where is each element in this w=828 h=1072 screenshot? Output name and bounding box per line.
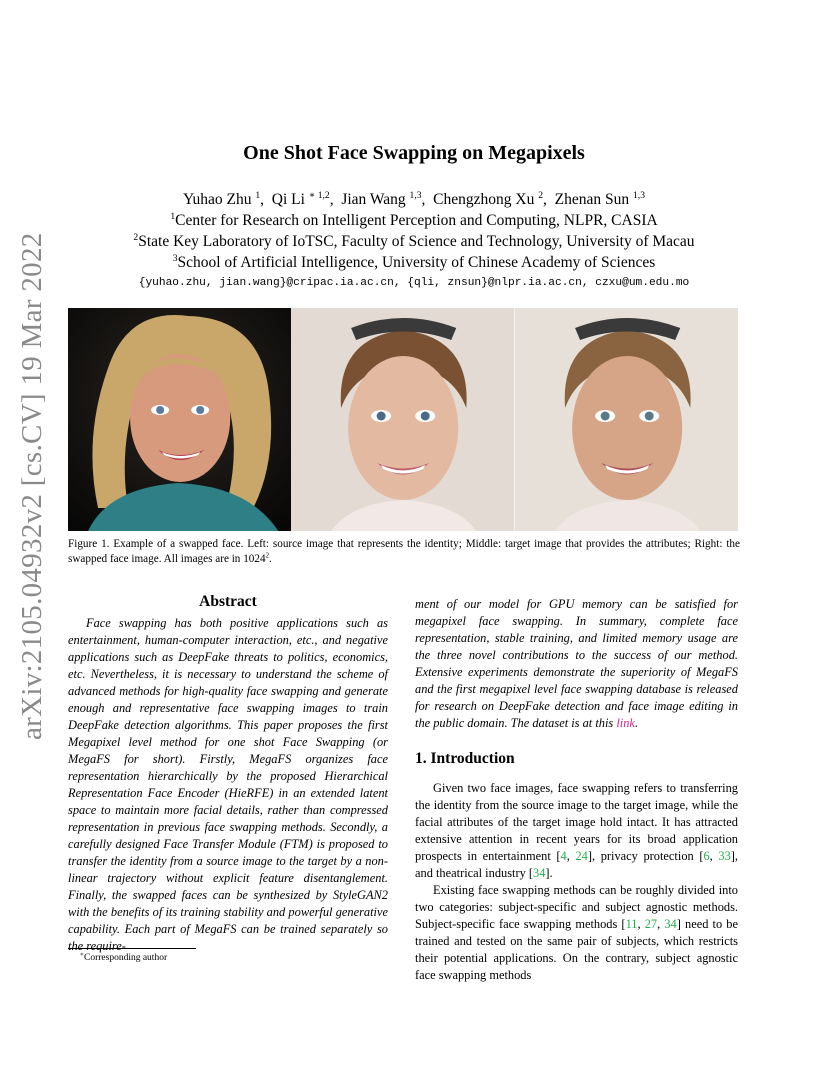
author-emails: {yuhao.zhu, jian.wang}@cripac.ia.ac.cn, {qli, znsun}@nlpr.ia.ac.cn, czxu@um.edu.mo bbox=[138, 277, 690, 289]
author-name: Jian Wang bbox=[341, 191, 406, 208]
affil-text: School of Artificial Intelligence, University of Chinese Academy of Sciences bbox=[177, 254, 656, 271]
figure-caption bbox=[68, 537, 740, 567]
author-affil-mark: 1,3 bbox=[409, 189, 422, 201]
footnote bbox=[80, 953, 167, 963]
intro-text: ], privacy protection [ bbox=[587, 849, 704, 863]
affil-number: 1 bbox=[170, 210, 176, 222]
affiliation-1 bbox=[0, 212, 828, 230]
author-name: Yuhao Zhu bbox=[183, 191, 252, 208]
caption-end: . bbox=[269, 553, 272, 565]
source-face-image bbox=[68, 308, 291, 531]
citation-link[interactable]: 4 bbox=[560, 849, 567, 863]
author-name: Chengzhong Xu bbox=[433, 191, 535, 208]
section-heading-introduction: 1. Introduction bbox=[415, 750, 515, 767]
intro-paragraph-1: Given two face images, face swapping refers to transferring the identity from the source image to the target image, while the facial attributes of the target image hold intact. It has attracted extensive attention in recent years for its broad application prospects in entertainment [4, 24], privacy protection [6, 33], and theatrical industry [34]. bbox=[415, 781, 738, 880]
author-name: Zhenan Sun bbox=[554, 191, 630, 208]
swapped-face-image bbox=[515, 308, 738, 531]
author-affil-mark: 1 bbox=[255, 189, 261, 201]
citation-link[interactable]: 33 bbox=[718, 849, 731, 863]
abstract-body: Face swapping has both positive applications such as entertainment, human-computer interaction, etc., and negative applications such as DeepFake threats to politics, economics, etc. Nevertheless, it is necessary to understand the scheme of advanced methods for high-quality face swapping and generate enough and representative face swapping images to train DeepFake detection algorithms. This paper proposes the first Megapixel level method for one shot Face Swapping (or MegaFS for short). Firstly, MegaFS organizes face representation hierarchically by the proposed Hierarchical Representation Face Encoder (HieRFE) in an extended latent space to maintain more facial details, rather than compressed representation in previous face swapping methods. Secondly, a carefully designed Face Transfer Module (FTM) is proposed to transfer the identity from a source image to the target by a non-linear trajectory without explicit feature disentanglement. Finally, the swapped faces can be synthesized by StyleGAN2 with the benefits of its training stability and powerful generative capability. Each part of MegaFS can be trained separately so the require- bbox=[68, 616, 388, 953]
intro-text: ]. bbox=[545, 866, 553, 880]
author-list: Yuhao Zhu $^1$, Qi Li $^{∗ 1,2}$, Jian Wang $^{1,3}$, Chengzhong Xu $^2$, Zhenan Sun $^{1,3}$ bbox=[183, 189, 645, 208]
author-affil-mark: 1,3 bbox=[633, 189, 645, 201]
author-affil-mark: 2 bbox=[538, 189, 544, 201]
footnote-mark: ∗ bbox=[80, 951, 84, 958]
affiliation-2 bbox=[0, 233, 828, 251]
footnote-text: Corresponding author bbox=[84, 953, 168, 963]
affil-number: 3 bbox=[172, 252, 178, 264]
paper-title: One Shot Face Swapping on Megapixels bbox=[243, 142, 585, 164]
dataset-link[interactable]: link bbox=[616, 716, 635, 730]
caption-superscript: 2 bbox=[265, 551, 270, 560]
intro-paragraph-2: Existing face swapping methods can be roughly divided into two categories: subject-specific and subject agnostic methods. Subject-specific face swapping methods [11, 27, 34] need to be trained and tested on the same pair of subjects, which restricts their potential applications. On the contrary, subject agnostic face swapping methods bbox=[415, 883, 738, 982]
affil-text: State Key Laboratory of IoTSC, Faculty of Science and Technology, University of Macau bbox=[138, 233, 695, 250]
caption-text: Figure 1. Example of a swapped face. Left: source image that represents the identity; Middle: target image that provides the attributes; Right: the swapped face image. All images are in 1024 bbox=[68, 538, 740, 565]
intro-text: Given two face images, face swapping refers to transferring the identity from the source image to the target image, while the facial attributes of the target image hold intact. It has attracted extensive attention in recent years for its broad application prospects in entertainment [ bbox=[415, 781, 738, 863]
abstract-cont-end: . bbox=[634, 716, 639, 730]
citation-link[interactable]: 6 bbox=[703, 849, 710, 863]
citation-link[interactable]: 34 bbox=[533, 866, 546, 880]
author-name: Qi Li bbox=[271, 191, 305, 208]
affil-text: Center for Research on Intelligent Perception and Computing, NLPR, CASIA bbox=[175, 212, 658, 229]
affil-number: 2 bbox=[133, 231, 139, 243]
right-column bbox=[415, 596, 738, 984]
intro-text: ] need to be trained and tested on the same pair of subjects, which restricts their potential applications. On the contrary, subject agnostic face swapping methods bbox=[415, 917, 738, 982]
affiliation-3 bbox=[0, 254, 828, 272]
citation-link[interactable]: 24 bbox=[575, 849, 588, 863]
abstract-continuation bbox=[415, 596, 738, 732]
figure-1 bbox=[68, 308, 738, 531]
abstract-cont-text: ment of our model for GPU memory can be satisfied for megapixel face swapping. In summary, complete face representation, stable training, and limited memory usage are the three novel contributions to the success of our method. Extensive experiments demonstrate the superiority of MegaFS and the first megapixel level face swapping database is released for research on DeepFake detection and face image editing in the public domain. The dataset is at this bbox=[415, 597, 738, 730]
left-column bbox=[68, 593, 388, 955]
citation-link[interactable]: 11 bbox=[625, 917, 638, 931]
arxiv-stamp: arXiv:2105.04932v2 [cs.CV] 19 Mar 2022 bbox=[16, 232, 48, 740]
abstract-heading: Abstract bbox=[199, 593, 257, 610]
target-face-image bbox=[291, 308, 514, 531]
author-affil-mark: ∗ 1,2 bbox=[308, 189, 330, 201]
citation-link[interactable]: 34 bbox=[664, 917, 677, 931]
footnote-rule bbox=[68, 948, 196, 949]
citation-link[interactable]: 27 bbox=[644, 917, 658, 931]
intro-text: Existing face swapping methods can be roughly divided into two categories: subject-specific and subject agnostic methods. Subject-specific face swapping methods [ bbox=[415, 883, 738, 931]
intro-text: ], and theatrical industry [ bbox=[415, 849, 738, 880]
